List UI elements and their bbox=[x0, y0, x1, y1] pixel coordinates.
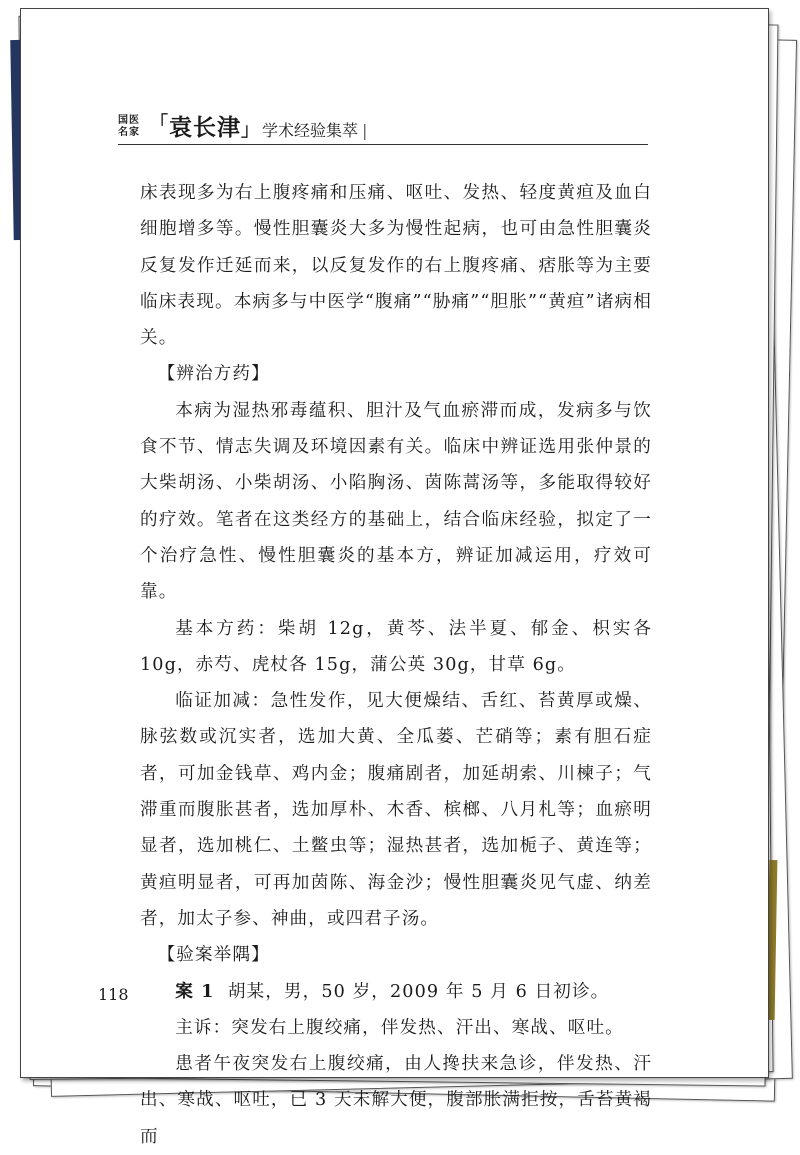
paragraph-continued: 床表现多为右上腹疼痛和压痛、呕吐、发热、轻度黄疸及血白细胞增多等。慢性胆囊炎大多为慢性起病，也可由急性胆囊炎反复发作迁延而来，以反复发作的右上腹疼痛、痞胀等为主要临床表现。本病多与中医学“腹痛”“胁痛”“胆胀”“黄疸”诸病相关。 bbox=[140, 183, 652, 349]
case-intro-text: 胡某，男，50 岁，2009 年 5 月 6 日初诊。 bbox=[227, 981, 610, 1002]
section-heading: 【 验案举隅 】 bbox=[140, 937, 652, 973]
chief-complaint: 主诉：突发右上腹绞痛，伴发热、汗出、寒战、呕吐。 bbox=[175, 1017, 624, 1038]
page-number: 118 bbox=[98, 985, 129, 1004]
paragraph-modifications: 临证加减：急性发作，见大便燥结、舌红、苔黄厚或燥、脉弦数或沉实者，选加大黄、全瓜蒌、芒硝等；素有胆石症者，可加金钱草、鸡内金；腹痛剧者，加延胡索、川楝子；气滞重而腹胀甚者，选加厚朴、木香、槟榔、八月札等；血瘀明显者，选加桃仁、土鳖虫等；湿热甚者，选加栀子、黄连等；黄疸明显者，可再加茵陈、海金沙；慢性胆囊炎见气虚、纳差者，加太子参、神曲，或四君子汤。 bbox=[140, 691, 652, 929]
series-logo bbox=[118, 115, 144, 141]
book-title: 学术经验集萃 | bbox=[262, 118, 367, 141]
series-logo-line: 名家 bbox=[118, 127, 140, 138]
section-heading: 【 辨治方药 】 bbox=[140, 356, 652, 392]
author-name-logo: 「 袁长津 」 bbox=[150, 109, 260, 142]
case-label: 案 1 bbox=[175, 980, 215, 1002]
page-body bbox=[140, 175, 652, 1155]
series-logo-line: 国医 bbox=[118, 115, 140, 126]
paragraph-formula: 基本方药：柴胡 12g，黄芩、法半夏、郁金、枳实各 10g，赤芍、虎杖各 15g，蒲公英 30g，甘草 6g。 bbox=[140, 618, 652, 675]
case-intro bbox=[140, 974, 652, 1010]
paragraph: 本病为湿热邪毒蕴积、胆汁及气血瘀滞而成，发病多与饮食不节、情志失调及环境因素有关。临床中辨证选用张仲景的大柴胡汤、小柴胡汤、小陷胸汤、茵陈蒿汤等，多能取得较好的疗效。笔者在这类经方的基础上，结合临床经验，拟定了一个治疗急性、慢性胆囊炎的基本方，辨证加减运用，疗效可靠。 bbox=[140, 400, 652, 603]
header-rule bbox=[118, 144, 648, 145]
running-header bbox=[118, 107, 648, 143]
paragraph: 患者午夜突发右上腹绞痛，由人搀扶来急诊，伴发热、汗出、寒战、呕吐，已 3 天未解大便，腹部胀满拒按，舌苔黄褐而 bbox=[140, 1054, 652, 1147]
